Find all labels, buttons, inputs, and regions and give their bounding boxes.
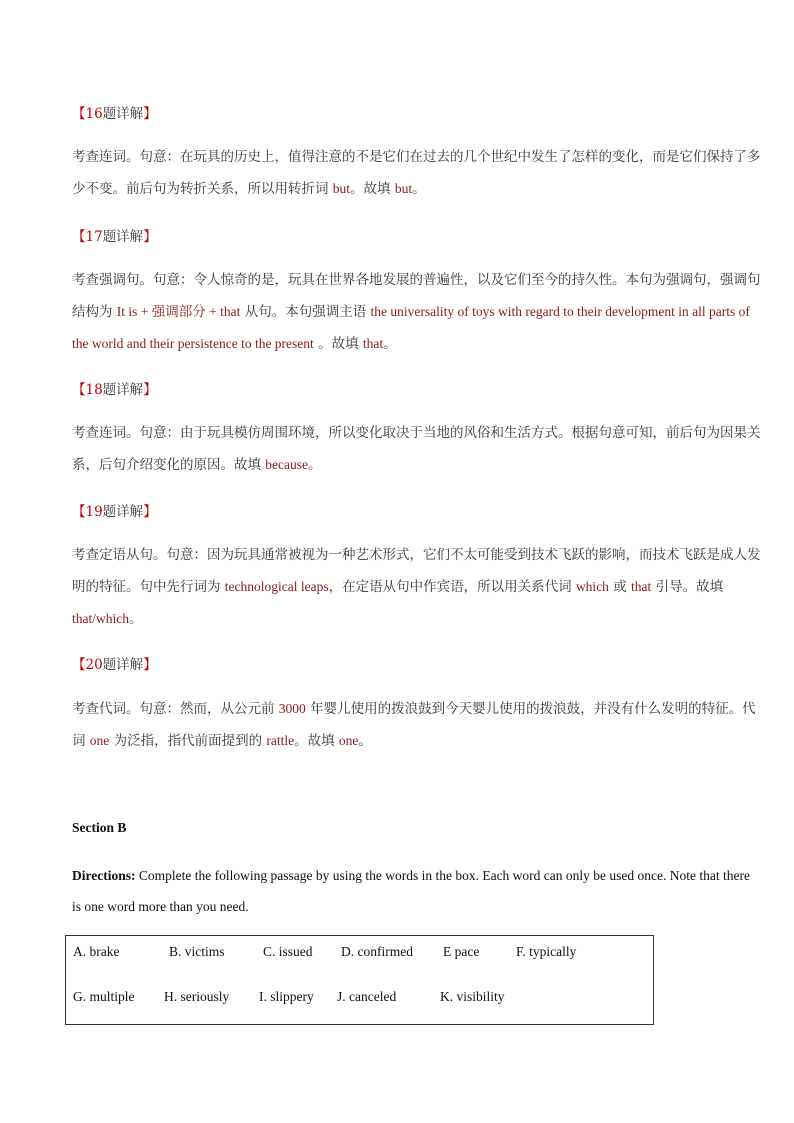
explanation-text: 。 — [129, 611, 143, 627]
answer-highlight: but — [394, 181, 413, 196]
explanation-text: 为泛指，指代前面提到的 — [109, 733, 267, 749]
heading-number: 16 — [85, 106, 103, 122]
answer-highlight: the universality of toys with regard to their development in all parts of the world and their persistence to the present — [72, 304, 750, 351]
item-19-explanation — [72, 540, 762, 635]
explanation-text: 考查连词。句意：在玩具的历史上，值得注意的不是它们在过去的几个世纪中发生了怎样的变化，而是它们保持了多少不变。前后句为转折关系，所以用转折词 — [72, 149, 761, 197]
heading-bracket-open: 【 — [72, 657, 86, 673]
heading-number: 19 — [85, 504, 103, 520]
word-option: H. seriously — [164, 989, 230, 1004]
explanation-text: 。 — [412, 181, 426, 197]
explanation-text: 考查连词。句意：由于玩具模仿周围环境，所以变化取决于当地的风俗和生活方式。根据句意可知，前后句为因果关系，后句介绍变化的原因。故填 — [72, 425, 761, 473]
directions-label: Directions: — [72, 868, 136, 883]
answer-highlight: that — [631, 579, 652, 594]
answer-highlight: that/which — [72, 611, 129, 626]
word-option: F. typically — [516, 944, 577, 959]
heading-title: 题详解 — [102, 106, 144, 122]
directions-text: Complete the following passage by using the words in the box. Each word can only be used once. Note that there is one word more than you need. — [72, 868, 750, 914]
heading-title: 题详解 — [102, 229, 144, 245]
heading-title: 题详解 — [102, 382, 144, 398]
heading-bracket-close: 】 — [143, 229, 157, 245]
explanation-text: 考查定语从句。句意：因为玩具通常被视为一种艺术形式，它们不太可能受到技术飞跃的影响，而技术飞跃是成人发明的特征。句中先行词为 — [72, 547, 761, 595]
word-option: I. slippery — [259, 989, 314, 1004]
heading-bracket-close: 】 — [143, 657, 157, 673]
item-20-explanation — [72, 693, 762, 757]
explanation-text: 。 — [358, 733, 372, 749]
explanation-text: 年婴儿使用的拨浪鼓到今天婴儿使用的拨浪鼓，并没有什么发明的特征。代词 — [72, 701, 756, 749]
answer-highlight: rattle — [266, 733, 295, 748]
word-option: C. issued — [263, 944, 313, 959]
word-option: K. visibility — [440, 989, 505, 1004]
heading-title: 题详解 — [102, 504, 144, 520]
explanation-text: 引导。故填 — [651, 579, 724, 595]
heading-bracket-close: 】 — [143, 382, 157, 398]
explanation-text: 考查强调句。句意：令人惊奇的是，玩具在世界各地发展的普遍性，以及它们至今的持久性。本句为强调句，强调句结构为 — [72, 272, 761, 320]
word-box — [65, 935, 654, 1025]
word-option: B. victims — [169, 944, 225, 959]
directions — [72, 860, 762, 922]
answer-highlight: but — [332, 181, 351, 196]
heading-number: 17 — [85, 229, 103, 245]
item-16-explanation — [72, 142, 762, 205]
heading-number: 18 — [85, 382, 103, 398]
heading-number: 20 — [85, 657, 103, 673]
heading-bracket-open: 【 — [72, 106, 86, 122]
section-title: Section B — [72, 820, 127, 835]
explanation-text: 。 — [383, 336, 397, 352]
item-17-explanation — [72, 265, 762, 360]
word-option: G. multiple — [73, 989, 135, 1004]
word-option: J. canceled — [337, 989, 397, 1004]
word-option: D. confirmed — [341, 944, 413, 959]
answer-highlight: that — [362, 336, 384, 351]
item-18-explanation — [72, 418, 762, 481]
answer-highlight: technological leaps — [224, 579, 329, 594]
answer-highlight: 3000 — [278, 701, 306, 716]
heading-bracket-close: 】 — [143, 504, 157, 520]
heading-bracket-open: 【 — [72, 229, 86, 245]
heading-bracket-close: 】 — [143, 106, 157, 122]
explanation-text: 。故填 — [313, 336, 363, 352]
item-20-heading — [72, 653, 157, 673]
item-19-heading — [72, 500, 157, 520]
word-option: A. brake — [73, 944, 120, 959]
answer-highlight: It is + 强调部分 + that — [116, 304, 241, 319]
explanation-text: 或 — [608, 579, 632, 595]
answer-highlight: which — [575, 579, 609, 594]
heading-bracket-open: 【 — [72, 382, 86, 398]
explanation-text: ，在定语从句中作宾语，所以用关系代词 — [328, 579, 576, 595]
answer-highlight: because — [265, 457, 309, 472]
answer-highlight: one — [89, 733, 110, 748]
word-option: E pace — [443, 944, 480, 959]
item-17-heading — [72, 225, 157, 245]
explanation-text: 从句。本句强调主语 — [240, 304, 371, 320]
explanation-text: 考查代词。句意：然而，从公元前 — [72, 701, 279, 717]
explanation-text: 。故填 — [294, 733, 339, 749]
heading-bracket-open: 【 — [72, 504, 86, 520]
answer-highlight: one — [338, 733, 359, 748]
explanation-text: 。故填 — [350, 181, 395, 197]
explanation-text: 。 — [308, 457, 322, 473]
item-16-heading — [72, 102, 157, 122]
item-18-heading — [72, 378, 157, 398]
heading-title: 题详解 — [102, 657, 144, 673]
